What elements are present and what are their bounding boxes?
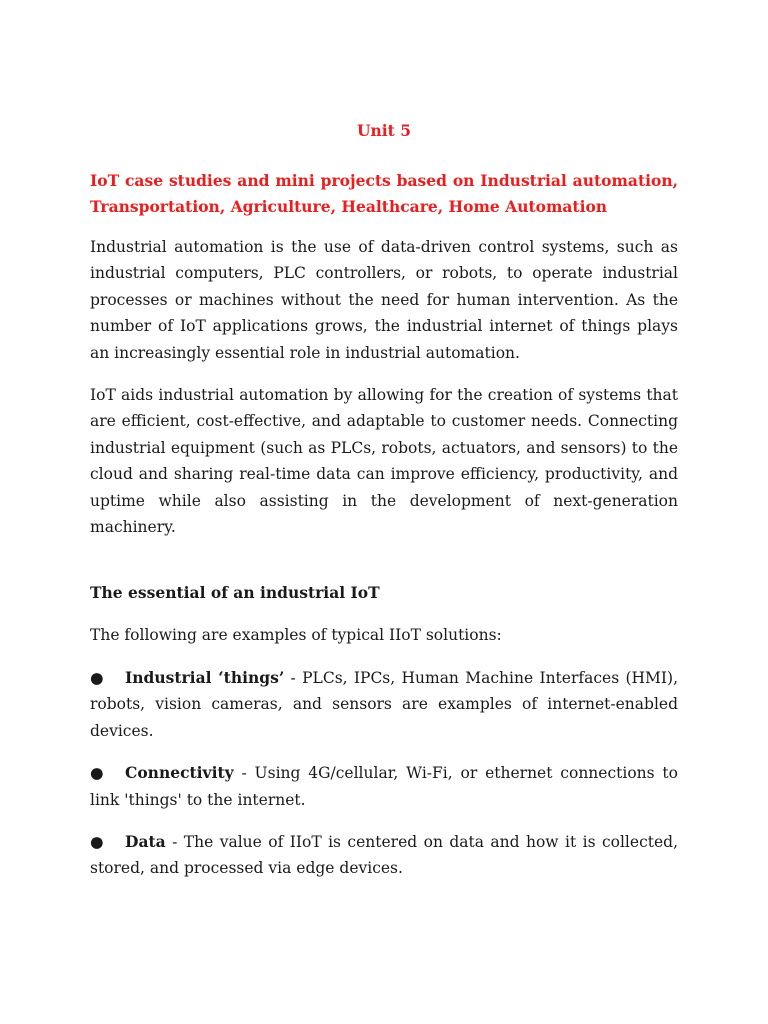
bullet-icon: ● (90, 764, 104, 783)
main-heading: IoT case studies and mini projects based on Industrial automation, Transportation, Agriculture, Healthcare, Home Automation (90, 171, 678, 216)
bullet-term: Connectivity (125, 763, 234, 783)
bullet-text: - PLCs, IPCs, Human Machine Interfaces (HMI), robots, vision cameras, and sensors are examples of internet-enabled devices. (90, 668, 678, 740)
section-heading: The essential of an industrial IoT (90, 583, 380, 603)
bullet-icon: ● (90, 832, 104, 851)
bullet-term: Data (125, 831, 166, 851)
bullet-term: Industrial ‘things’ (125, 667, 285, 687)
bullet-text: - Using 4G/cellular, Wi-Fi, or ethernet connections to link 'things' to the internet. (90, 764, 678, 809)
document-page (90, 118, 678, 898)
bullet-item-connectivity (90, 760, 678, 813)
bullet-icon: ● (90, 668, 104, 687)
paragraph-iot-aids: IoT aids industrial automation by allowing for the creation of systems that are efficient, cost-effective, and adaptable to customer needs. Connecting industrial equipment (such as PLCs, robots, actuators, and sensors) to the cloud and sharing real-time data can improve efficiency, productivity, and uptime while also assisting in the development of next-generation machinery. (90, 386, 678, 537)
bullet-item-industrial-things (90, 665, 678, 744)
bullet-item-data (90, 829, 678, 882)
unit-title: Unit 5 (356, 121, 411, 140)
bullet-text: - The value of IIoT is centered on data and how it is collected, stored, and processed via edge devices. (90, 832, 678, 878)
section-intro: The following are examples of typical IIoT solutions: (90, 626, 502, 645)
paragraph-industrial-automation: Industrial automation is the use of data-driven control systems, such as industrial computers, PLC controllers, or robots, to operate industrial processes or machines without the need for human intervention. As the number of IoT applications grows, the industrial internet of things plays an increasingly essential role in industrial automation. (90, 238, 678, 362)
